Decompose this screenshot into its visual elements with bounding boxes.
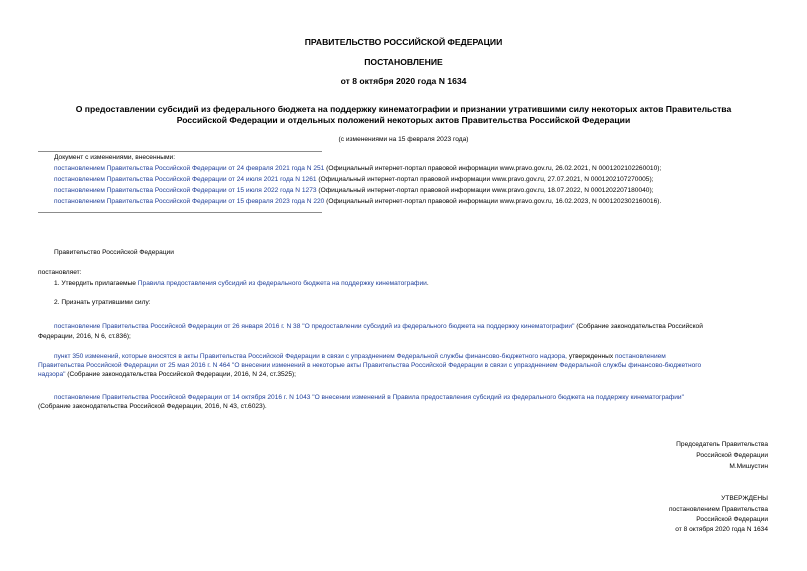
revision-note: (с изменениями на 15 февраля 2023 года) — [338, 136, 469, 143]
amendment-item — [54, 175, 654, 184]
repealed-act-2-source: (Собрание законодательства Российской Федерации, 2016, N 24, ст.3525); — [65, 371, 297, 378]
government-line: Правительство Российской Федерации — [54, 249, 174, 256]
signature-name: М.Мишустин — [729, 463, 768, 470]
repealed-act-1-link[interactable]: постановление Правительства Российской Федерации от 26 января 2016 г. N 38 "О предоставлении субсидий из федерального бюджета на поддержку кинематографии" — [54, 323, 575, 330]
rules-link[interactable]: Правила предоставления субсидий из федерального бюджета на поддержку кинематографии — [137, 280, 427, 287]
approved-heading: УТВЕРЖДЕНЫ — [721, 495, 768, 502]
doc-type-heading: ПОСТАНОВЛЕНИЕ — [364, 57, 443, 67]
amendment-source: (Официальный интернет-портал правовой информации www.pravo.gov.ru, 16.02.2023, N 0001202302160016). — [324, 198, 662, 205]
document-title-line-1: О предоставлении субсидий из федерального бюджета на поддержку кинематографии и признании утратившими силу некоторых актов Правительства — [75, 104, 732, 114]
approved-line-2: постановлением Правительства — [668, 506, 768, 513]
repealed-act-2-line-3-link[interactable]: надзора" — [38, 371, 66, 378]
repealed-act-1-line-2: Федерации, 2016, N 6, ст.836); — [38, 333, 131, 340]
amendments-intro: Документ с изменениями, внесенными: — [54, 154, 176, 161]
repealed-act-2-line-2[interactable]: Правительства Российской Федерации от 25 мая 2016 г. N 464 "О внесении изменений в некоторые акты Правительства Российской Федерации в связи с упразднением Федеральной службы финансово-бюджетного — [38, 362, 702, 369]
repealed-act-2-link[interactable]: пункт 350 изменений, которые вносятся в акты Правительства Российской Федерации в связи с упразднением Федеральной службы финансово-бюджетного надзора, — [54, 353, 567, 360]
item-1-prefix: 1. Утвердить прилагаемые — [54, 280, 138, 287]
amendment-link[interactable]: постановлением Правительства Российской Федерации от 24 июля 2021 года N 1261 — [54, 176, 317, 183]
repealed-act-2-line-3 — [38, 370, 296, 379]
repealed-act-1-line-1 — [54, 322, 770, 331]
resolves-line: постановляет: — [38, 269, 82, 276]
amendment-link[interactable]: постановлением Правительства Российской Федерации от 15 июля 2022 года N 1273 — [54, 187, 317, 194]
approved-line-4: от 8 октября 2020 года N 1634 — [675, 526, 768, 533]
repealed-act-2-approved: утвержденных — [566, 353, 615, 360]
item-2: 2. Признать утратившими силу: — [54, 299, 151, 306]
amendment-link[interactable]: постановлением Правительства Российской Федерации от 24 февраля 2021 года N 251 — [54, 165, 325, 172]
amendment-link[interactable]: постановлением Правительства Российской Федерации от 15 февраля 2023 года N 220 — [54, 198, 325, 205]
signature-country: Российской Федерации — [696, 452, 768, 459]
amendment-source: (Официальный интернет-портал правовой информации www.pravo.gov.ru, 18.07.2022, N 0001202207180040); — [316, 187, 654, 194]
amendment-item — [54, 186, 654, 195]
date-number-heading: от 8 октября 2020 года N 1634 — [340, 76, 467, 86]
repealed-act-3-link[interactable]: постановление Правительства Российской Федерации от 14 октября 2016 г. N 1043 "О внесении изменений в Правила предоставления субсидий из федерального бюджета на поддержку кинематографии" — [54, 394, 684, 401]
amendment-source: (Официальный интернет-портал правовой информации www.pravo.gov.ru, 26.02.2021, N 0001202102260010); — [324, 165, 662, 172]
amendment-item — [54, 197, 661, 206]
amendments-bottom-divider — [38, 212, 322, 213]
document-title-line-2: Российской Федерации и отдельных положений некоторых актов Правительства Российской Федерации — [176, 115, 631, 125]
amendment-item — [54, 164, 661, 173]
resolution-link[interactable]: постановлением — [614, 353, 666, 360]
repealed-act-1-source: (Собрание законодательства Российской — [574, 323, 703, 330]
approved-line-3: Российской Федерации — [696, 516, 768, 523]
signature-position: Председатель Правительства — [676, 441, 768, 448]
amendment-source: (Официальный интернет-портал правовой информации www.pravo.gov.ru, 27.07.2021, N 0001202107270005); — [316, 176, 654, 183]
repealed-act-2-line-1 — [54, 352, 666, 361]
amendments-top-divider — [38, 151, 322, 152]
item-1 — [54, 279, 429, 288]
item-1-suffix: . — [426, 280, 429, 287]
government-heading: ПРАВИТЕЛЬСТВО РОССИЙСКОЙ ФЕДЕРАЦИИ — [304, 37, 503, 47]
repealed-act-3-source: (Собрание законодательства Российской Федерации, 2016, N 43, ст.6023). — [38, 403, 267, 410]
